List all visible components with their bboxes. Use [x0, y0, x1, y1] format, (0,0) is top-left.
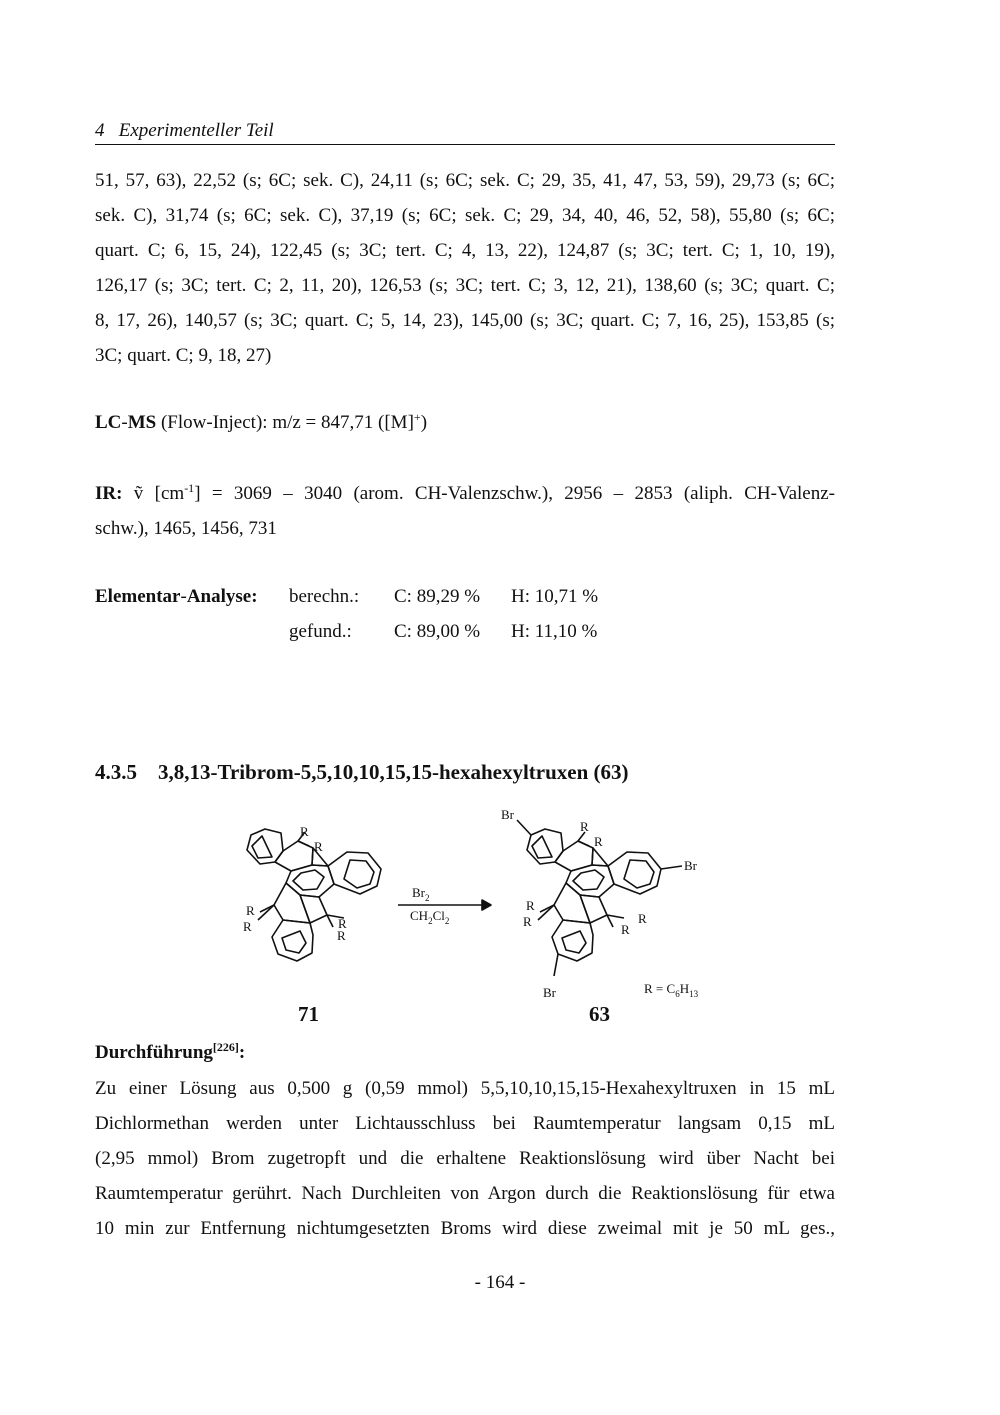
- nmr-line: 8, 17, 26), 140,57 (s; 3C; quart. C; 5, 14, 23), 145,00 (s; 3C; quart. C; 7, 16, 25), 153,85 (s;: [95, 310, 835, 331]
- procedure-paragraph: [95, 1071, 835, 1246]
- r-label: R: [523, 914, 532, 929]
- lcms-line: [95, 412, 427, 434]
- reagent-symbol: Br: [412, 885, 425, 900]
- procedure-heading: [95, 1042, 245, 1064]
- nmr-line: 3C; quart. C; 9, 18, 27): [95, 345, 272, 366]
- bromine-label: Br: [543, 985, 556, 1000]
- r-definition-sub-2: 13: [689, 989, 699, 999]
- r-label: R: [246, 903, 255, 918]
- solvent-label: [410, 908, 449, 926]
- procedure-reference: [226]: [212, 1040, 239, 1054]
- lcms-charge: +: [413, 410, 421, 424]
- bromine-label: Br: [684, 858, 697, 873]
- r-label: R: [338, 916, 347, 931]
- r-definition: [644, 981, 699, 999]
- r-label: R: [314, 839, 323, 854]
- lcms-text: (Flow-Inject): m/z = 847,71 ([M]: [156, 412, 414, 433]
- reagent-subscript: 2: [425, 893, 430, 903]
- r-label: R: [243, 919, 252, 934]
- r-label: R: [580, 819, 589, 834]
- nmr-paragraph: [95, 163, 835, 373]
- ir-line-2: schw.), 1465, 1456, 731: [95, 518, 277, 539]
- compound-number-71: 71: [298, 1002, 319, 1026]
- elemental-found-h: H: 11,10 %: [511, 621, 598, 642]
- solvent-part-b: Cl: [432, 908, 445, 923]
- elemental-found-kind: gefund.:: [289, 621, 352, 642]
- page-number: - 164 -: [474, 1272, 526, 1293]
- lcms-label-dash: -: [121, 412, 128, 433]
- lcms-label-lc: LC: [95, 412, 122, 433]
- lcms-label-ms: MS: [127, 412, 157, 433]
- ir-line-1: [95, 476, 835, 511]
- r-label: R: [300, 824, 309, 839]
- elemental-calc-c: C: 89,29 %: [394, 586, 481, 607]
- elemental-calc-h: H: 10,71 %: [511, 586, 599, 607]
- procedure-line: Raumtemperatur gerührt. Nach Durchleiten von Argon durch die Reaktionslösung für etwa: [95, 1183, 835, 1204]
- elemental-calc-kind: berechn.:: [289, 586, 360, 607]
- section-number: 4.3.5: [95, 760, 137, 784]
- bromine-label: Br: [501, 807, 514, 822]
- r-definition-b: H: [679, 981, 690, 996]
- ir-text-b: ] = 3069 – 3040 (arom. CH-Valenzschw.), 2956 – 2853 (aliph. CH-Valenz-: [194, 483, 835, 504]
- r-definition-a: R = C: [644, 981, 676, 996]
- ir-unit-exp: -1: [184, 481, 195, 495]
- procedure-line: 10 min zur Entfernung nichtumgesetzten Broms wird diese zweimal mit je 50 mL ges.,: [95, 1218, 835, 1239]
- section-heading: [95, 760, 629, 785]
- elemental-label-dash: -: [180, 586, 187, 607]
- procedure-line: Zu einer Lösung aus 0,500 g (0,59 mmol) 5,5,10,10,15,15-Hexahexyltruxen in 15 mL: [95, 1078, 835, 1099]
- elemental-label-a: Elementar: [95, 586, 181, 607]
- nmr-line: sek. C), 31,74 (s; 6C; sek. C), 37,19 (s; 6C; sek. C; 29, 34, 40, 46, 52, 58), 55,80 (s; 6C;: [95, 205, 835, 226]
- elemental-found-c: C: 89,00 %: [394, 621, 481, 642]
- r-label: R: [526, 898, 535, 913]
- ir-text-a: ṽ [cm: [122, 483, 185, 504]
- r-definition-sub-1: 6: [675, 989, 680, 999]
- ir-label: IR:: [95, 483, 123, 504]
- r-label: R: [638, 911, 647, 926]
- procedure-heading-text: Durchführung: [95, 1042, 213, 1063]
- solvent-part-a: CH: [410, 908, 429, 923]
- reagent-label: [412, 885, 430, 903]
- nmr-line: 126,17 (s; 3C; tert. C; 2, 11, 20), 126,53 (s; 3C; tert. C; 3, 12, 21), 138,60 (s; 3C; quart. C;: [95, 275, 835, 296]
- elemental-label: [95, 586, 258, 608]
- solvent-sub-1: 2: [428, 916, 433, 926]
- procedure-heading-colon: :: [238, 1042, 246, 1063]
- running-header: [95, 120, 835, 145]
- r-label: R: [621, 922, 630, 937]
- nmr-line: 51, 57, 63), 22,52 (s; 6C; sek. C), 24,11 (s; 6C; sek. C; 29, 35, 41, 47, 53, 59), 29,73 (s; 6C;: [95, 170, 835, 191]
- procedure-line: Dichlormethan werden unter Lichtausschluss bei Raumtemperatur langsam 0,15 mL: [95, 1113, 835, 1134]
- section-title: 3,8,13-Tribrom-5,5,10,10,15,15-hexahexyltruxen (63): [158, 760, 629, 784]
- r-label: R: [337, 928, 346, 943]
- ir-paragraph: [95, 476, 835, 546]
- lcms-end: ): [420, 412, 428, 433]
- compound-number-63: 63: [589, 1002, 610, 1026]
- procedure-line: (2,95 mmol) Brom zugetropft und die erhaltene Reaktionslösung wird über Nacht bei: [95, 1148, 835, 1169]
- solvent-sub-2: 2: [444, 916, 450, 926]
- r-label: R: [594, 834, 603, 849]
- elemental-label-b: Analyse:: [186, 586, 258, 607]
- chapter-title: 4 Experimenteller Teil: [95, 120, 274, 141]
- nmr-line: quart. C; 6, 15, 24), 122,45 (s; 3C; tert. C; 4, 13, 22), 124,87 (s; 3C; tert. C; 1, 10, 19),: [95, 240, 835, 261]
